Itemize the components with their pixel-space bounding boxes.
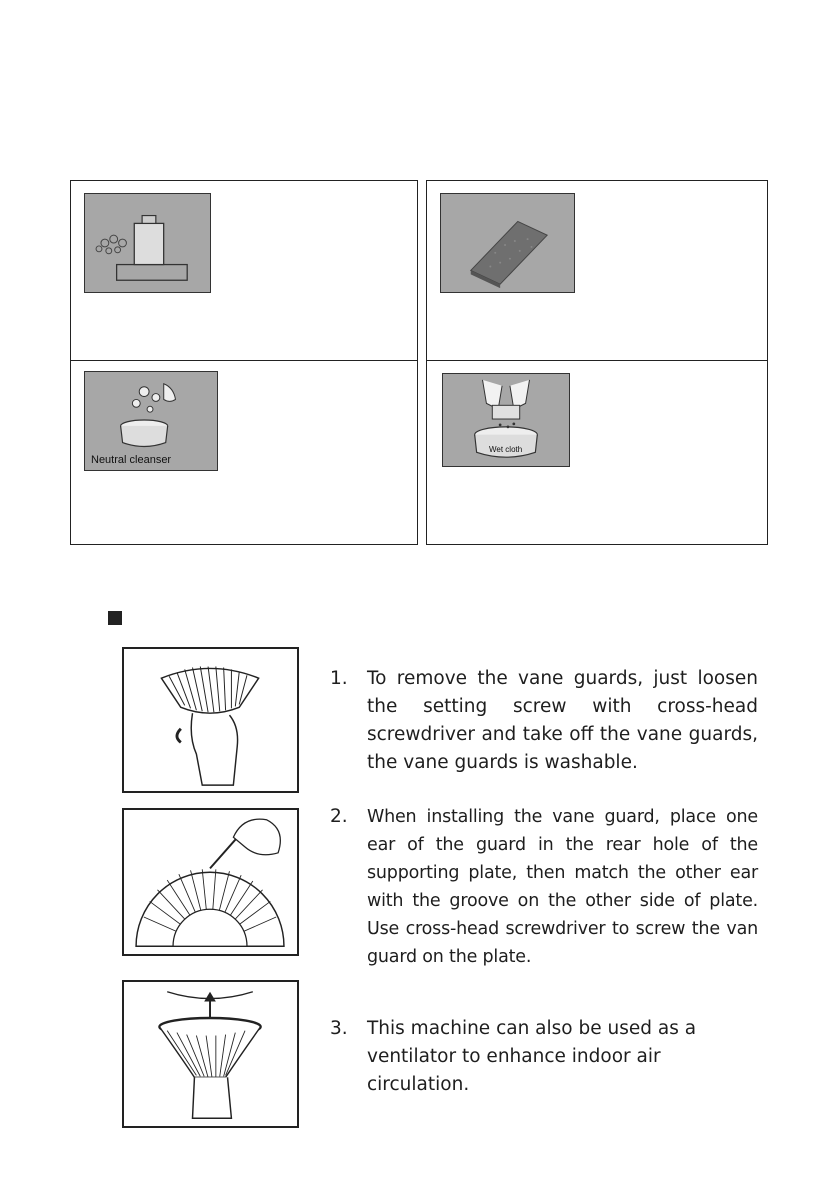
hood-icon xyxy=(85,194,210,292)
section-bullet xyxy=(108,611,122,625)
step-1-text: To remove the vane guards, just loosen the setting screw with cross-head screwdriver and take off the vane guards, the vane guards is washable. xyxy=(367,668,758,773)
step-3-number: 3. xyxy=(330,1018,348,1039)
step-1-illustration xyxy=(122,647,299,793)
remove-vane-guard-icon xyxy=(124,649,297,791)
hood-illustration xyxy=(84,193,211,293)
care-panel-hood xyxy=(70,180,418,362)
step-3-text: This machine can also be used as a ventilator to enhance indoor air circulation. xyxy=(367,1018,697,1095)
cleanser-caption: Neutral cleanser xyxy=(91,454,172,466)
sponge-illustration xyxy=(440,193,575,293)
ventilator-icon xyxy=(124,982,297,1126)
step-2-text: When installing the vane guard, place one ear of the guard in the rear hole of the supporting plate, then match the other ear with the groove on the other side of plate. Use cross-head screwdriver to screw the van guard on the plate. xyxy=(367,807,758,967)
cleanser-illustration xyxy=(84,371,218,471)
install-vane-guard-icon xyxy=(124,810,297,954)
step-2-illustration xyxy=(122,808,299,956)
care-panel-cleanser xyxy=(70,360,418,545)
wet-cloth-illustration xyxy=(442,373,570,467)
step-1-number: 1. xyxy=(330,668,348,689)
step-3-illustration xyxy=(122,980,299,1128)
care-panel-sponge xyxy=(426,180,768,362)
sponge-icon xyxy=(441,194,574,292)
wet-cloth-caption: Wet cloth xyxy=(489,445,523,454)
step-2-number: 2. xyxy=(330,806,348,827)
care-panel-wet-cloth xyxy=(426,360,768,545)
